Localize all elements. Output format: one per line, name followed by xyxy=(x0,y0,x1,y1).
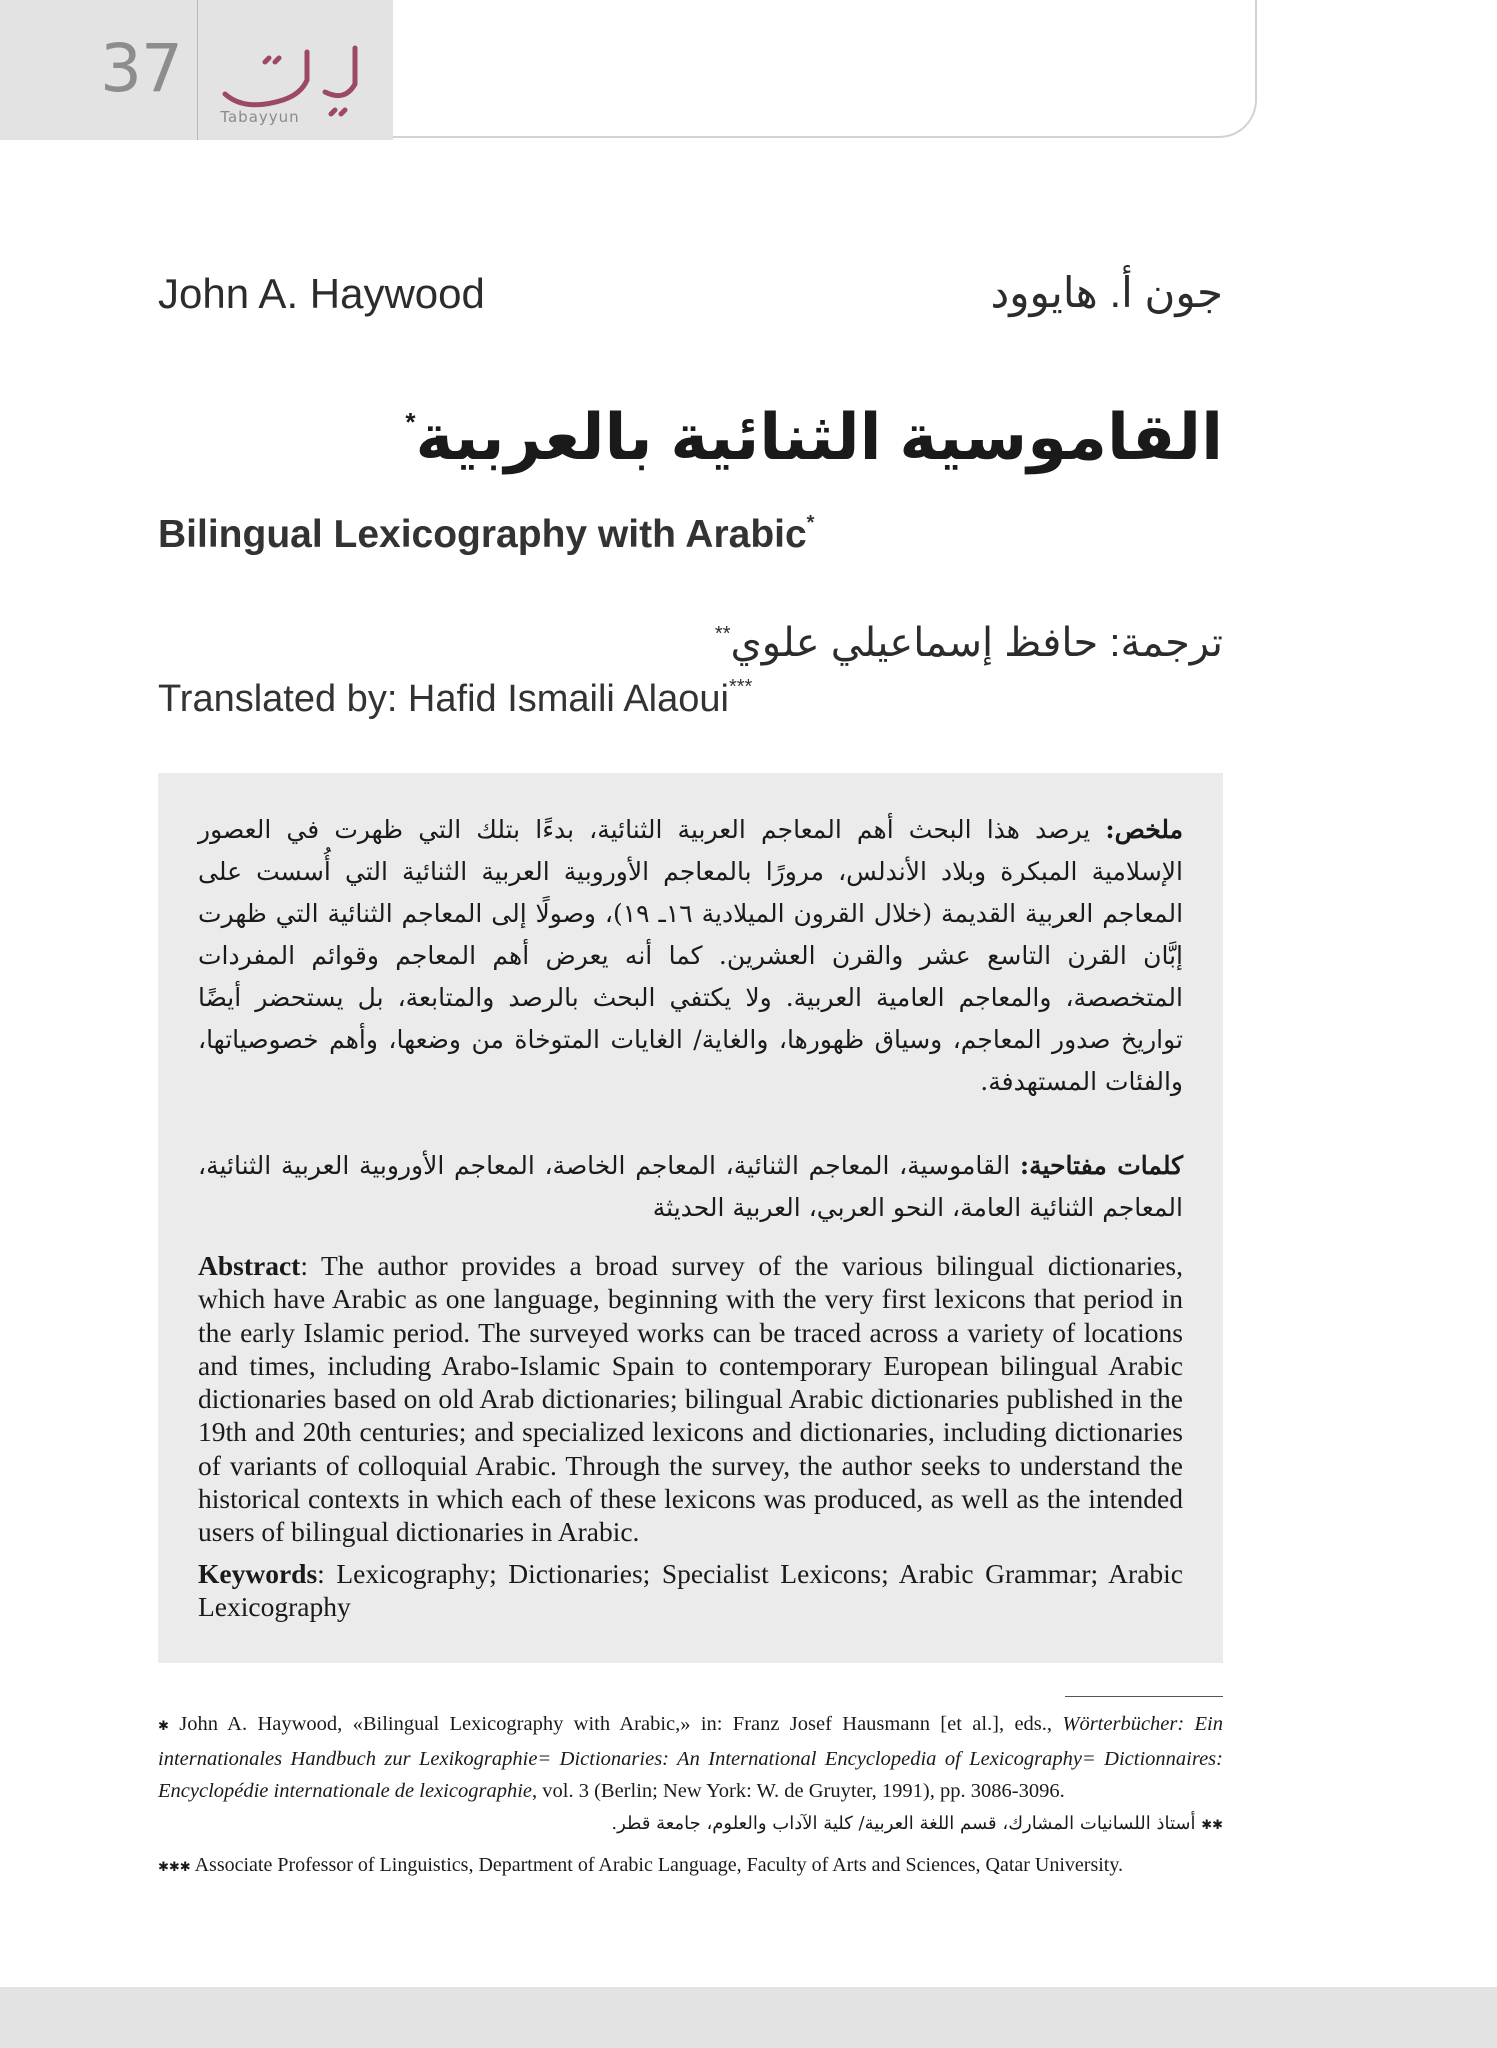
keywords-en xyxy=(198,1557,1183,1624)
abstract-box xyxy=(158,773,1223,1663)
translator-en-text: Translated by: Hafid Ismaili Alaoui xyxy=(158,678,729,720)
footnote-1-details: , vol. 3 (Berlin; New York: W. de Gruyter, 1991), pp. 3086-3096. xyxy=(532,1780,1065,1802)
translator-ar-footnote-mark[interactable]: ** xyxy=(714,623,731,645)
translator-en xyxy=(158,676,752,721)
author-name-en: John A. Haywood xyxy=(158,270,485,317)
keywords-en-text: : Lexicography; Dictionaries; Specialist Lexicons; Arabic Grammar; Arabic Lexicography xyxy=(198,1558,1183,1623)
abstract-en xyxy=(198,1249,1183,1549)
footnote-1-text: John A. Haywood, «Bilingual Lexicography with Arabic,» in: Franz Josef Hausmann [et al.], eds., xyxy=(179,1713,1053,1735)
footnote-1-book-title: Wörterbücher: Ein internationales Handbuch zur Lexikographie= Dictionaries: An International Encyclopedia of Lexicography= Dictionnaires: Encyclopédie internationale de lexicographie xyxy=(158,1713,1224,1802)
footnote-2 xyxy=(158,1808,1223,1842)
journal-name: Tabayyun xyxy=(220,108,300,126)
abstract-en-label: Abstract xyxy=(198,1250,301,1281)
title-ar-text: القاموسية الثنائية بالعربية xyxy=(415,401,1223,473)
footnote-2-text: أستاذ اللسانيات المشارك، قسم اللغة العربية/ كلية الآداب والعلوم، جامعة قطر. xyxy=(611,1813,1196,1834)
keywords-ar xyxy=(198,1145,1183,1229)
translator-en-footnote-mark[interactable]: *** xyxy=(728,676,753,698)
footnote-1-mark: ✱ xyxy=(158,1719,169,1734)
header-frame xyxy=(393,0,1257,138)
abstract-ar xyxy=(198,809,1183,1103)
logo-stroke xyxy=(325,48,355,96)
abstract-en-text: : The author provides a broad survey of the various bilingual dictionaries, which have Arabic as one language, beginning with the very first lexicons that period in the early Islamic period. The surveyed works can be traced across a variety of locations and times, including Arabo-Islamic Spain to contemporary European bilingual Arabic dictionaries based on old Arab dictionaries; bilingual Arabic dictionaries published in the 19th and 20th centuries; and specialized lexicons and dictionaries, including dictionaries of variants of colloquial Arabic. Through the survey, the author seeks to understand the historical contexts in which each of these lexicons was produced, as well as the intended users of bilingual dictionaries in Arabic. xyxy=(198,1250,1183,1548)
logo-dot xyxy=(275,58,279,62)
title-ar xyxy=(405,400,1223,475)
footnote-rule xyxy=(1065,1696,1223,1697)
title-en-footnote-mark[interactable]: * xyxy=(806,512,815,534)
footnote-1 xyxy=(158,1708,1223,1807)
translator-ar-text: ترجمة: حافظ إسماعيلي علوي xyxy=(730,621,1223,665)
keywords-en-label: Keywords xyxy=(198,1558,318,1589)
keywords-ar-label: كلمات مفتاحية: xyxy=(1019,1151,1183,1180)
logo-dot xyxy=(265,58,269,62)
keywords-ar-text: القاموسية، المعاجم الثنائية، المعاجم الخاصة، المعاجم الأوروبية العربية الثنائية، المعاجم الثنائية العامة، النحو العربي، العربية الحديثة xyxy=(198,1151,1183,1222)
abstract-ar-text: يرصد هذا البحث أهم المعاجم العربية الثنائية، بدءًا بتلك التي ظهرت في العصور الإسلامية المبكرة وبلاد الأندلس، مرورًا بالمعاجم الأوروبية العربية الثنائية التي أُسست على المعاجم العربية القديمة (خلال القرون الميلادية ١٦ـ ١٩)، وصولًا إلى المعاجم الثنائية التي ظهرت إبَّان القرن التاسع عشر والقرن العشرين. كما أنه يعرض أهم المعاجم وقوائم المفردات المتخصصة، والمعاجم العامية العربية. ولا يكتفي البحث بالرصد والمتابعة، بل يستحضر أيضًا تواريخ صدور المعاجم، وسياق ظهورها، والغاية/ الغايات المتوخاة من وضعها، وأهم خصوصياتها، والفئات المستهدفة. xyxy=(198,815,1184,1096)
footnote-3-text: Associate Professor of Linguistics, Department of Arabic Language, Faculty of Arts and Sciences, Qatar University. xyxy=(194,1854,1124,1876)
footnote-2-mark: ✱✱ xyxy=(1201,1818,1223,1833)
abstract-ar-label: ملخص: xyxy=(1105,815,1184,844)
translator-ar xyxy=(715,620,1223,666)
footer-band xyxy=(0,1987,1497,2048)
footnote-3-mark: ✱✱✱ xyxy=(158,1860,191,1875)
page-number: 37 xyxy=(100,30,182,107)
logo-dot xyxy=(331,110,335,114)
title-en-text: Bilingual Lexicography with Arabic xyxy=(158,513,807,556)
footnote-3 xyxy=(158,1849,1223,1884)
logo-stroke xyxy=(225,80,307,105)
title-en xyxy=(158,512,814,557)
header-divider xyxy=(197,0,198,140)
author-name-ar: جون أ. هايوود xyxy=(990,269,1223,316)
logo-dot xyxy=(341,110,345,114)
title-ar-footnote-mark[interactable]: * xyxy=(405,407,416,437)
